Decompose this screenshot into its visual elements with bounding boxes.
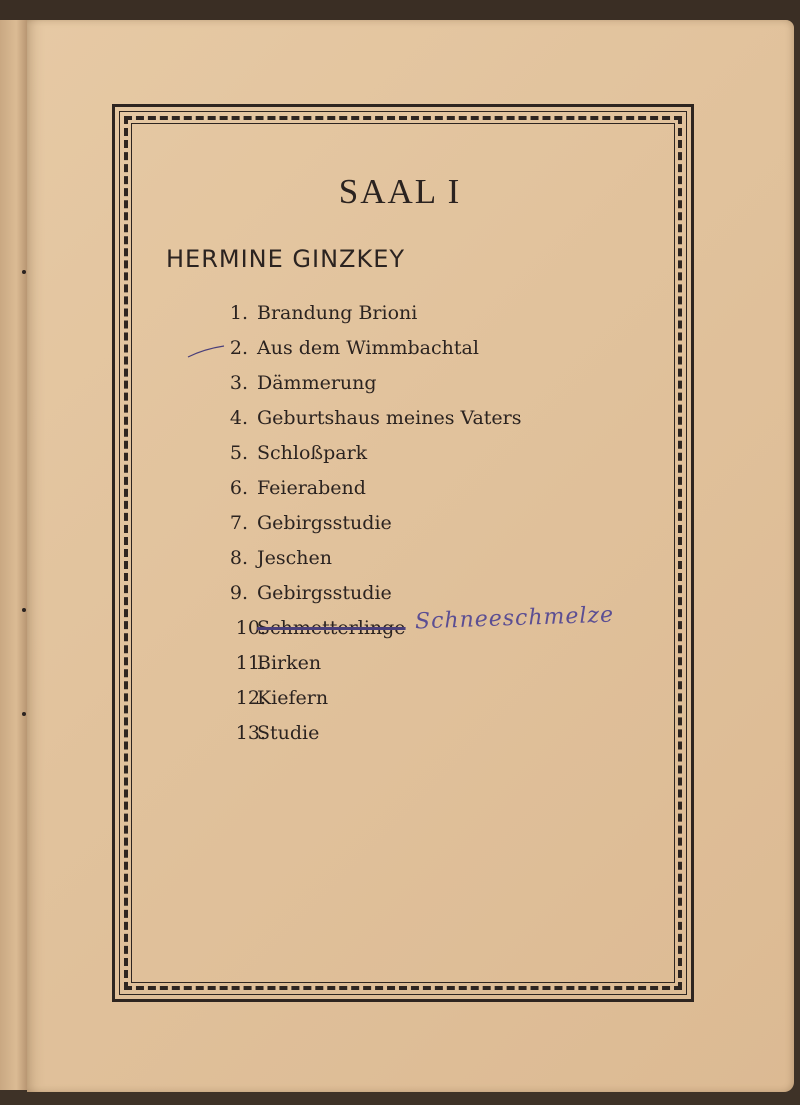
work-number: 6. xyxy=(229,477,248,499)
work-number: 5. xyxy=(229,442,248,464)
work-title: Feierabend xyxy=(257,477,366,499)
binding-hole xyxy=(22,270,26,274)
handwritten-note: Schneeschmelze xyxy=(414,602,615,635)
work-number: 9. xyxy=(229,582,248,604)
work-title: Aus dem Wimmbachtal xyxy=(257,337,479,359)
work-title: Jeschen xyxy=(257,547,332,569)
background-edge xyxy=(0,0,800,20)
pen-mark-icon xyxy=(186,343,226,359)
work-number: 4. xyxy=(229,407,248,429)
hall-title: SAAL I xyxy=(338,172,462,211)
work-number: 7. xyxy=(229,512,248,534)
work-number: 2. xyxy=(229,337,248,359)
work-number: 11. xyxy=(235,652,266,674)
work-number: 8. xyxy=(229,547,248,569)
work-number: 10. xyxy=(235,617,266,639)
artist-name: HERMINE GINZKEY xyxy=(166,245,406,273)
work-title: Brandung Brioni xyxy=(257,302,418,324)
work-title: Kiefern xyxy=(257,687,329,709)
work-number: 13. xyxy=(235,722,266,744)
work-number: 1. xyxy=(229,302,248,324)
work-title: Dämmerung xyxy=(257,372,377,394)
work-title-struck: Schmetterlinge xyxy=(257,617,406,639)
binding-hole xyxy=(22,712,26,716)
binding-hole xyxy=(22,608,26,612)
work-title: Gebirgsstudie xyxy=(257,582,392,604)
work-title: Geburtshaus meines Vaters xyxy=(257,407,522,429)
work-title: Birken xyxy=(257,652,322,674)
work-number: 3. xyxy=(229,372,248,394)
work-title: Studie xyxy=(257,722,320,744)
work-number: 12. xyxy=(235,687,266,709)
work-title: Schloßpark xyxy=(257,442,368,464)
work-title: Gebirgsstudie xyxy=(257,512,392,534)
